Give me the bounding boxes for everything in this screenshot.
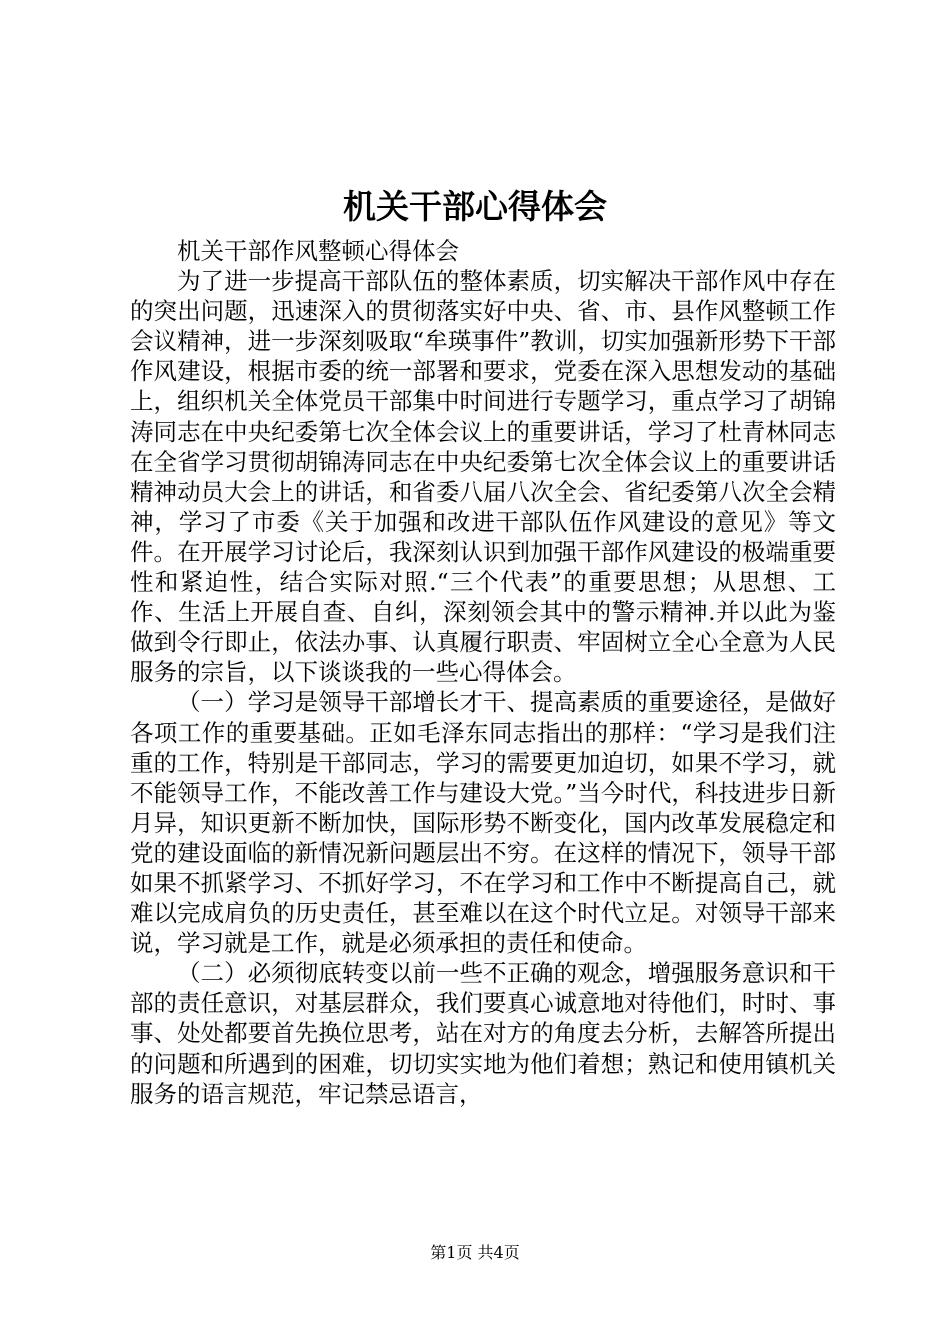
subtitle-paragraph: 机关干部作风整顿心得体会 xyxy=(177,237,459,265)
page-number-footer: 第1页 共4页 xyxy=(430,1243,520,1262)
intro-paragraph: 为了进一步提高干部队伍的整体素质，切实解决干部作风中存在的突出问题，迅速深入的贯彻落实好中央、省、市、县作风整顿工作会议精神，进一步深刻吸取“牟瑛事件”教训，切实加强新形势下干部作风建设，根据市委的统一部署和要求，党委在深入思想发动的基础上，组织机关全体党员干部集中时间进行专题学习，重点学习了胡锦涛同志在中央纪委第七次全体会议上的重要讲话，学习了杜青林同志在全省学习贯彻胡锦涛同志在中央纪委第七次全体会议上的重要讲话精神动员大会上的讲话，和省委八届八次全会、省纪委第八次全会精神，学习了市委《关于加强和改进干部队伍作风建设的意见》等文件。在开展学习讨论后，我深刻认识到加强干部作风建设的极端重要性和紧迫性，结合实际对照.“三个代表”的重要思想；从思想、工作、生活上开展自查、自纠，深刻领会其中的警示精神.并以此为鉴做到令行即止，依法办事、认真履行职责、牢固树立全心全意为人民服务的宗旨，以下谈谈我的一些心得体会。 xyxy=(130,267,836,687)
section-two-paragraph: （二）必须彻底转变以前一些不正确的观念，增强服务意识和干部的责任意识，对基层群众，我们要真心诚意地对待他们，时时、事事、处处都要首先换位思考，站在对方的角度去分析，去解答所提出的问题和所遇到的困难，切切实实地为他们着想；熟记和使用镇机关服务的语言规范，牢记禁忌语言， xyxy=(130,959,836,1108)
document-title: 机关干部心得体会 xyxy=(343,187,607,226)
section-one-paragraph: （一）学习是领导干部增长才干、提高素质的重要途径，是做好各项工作的重要基础。正如毛泽东同志指出的那样：“学习是我们注重的工作，特别是干部同志，学习的需要更加迫切，如果不学习，就不能领导工作，不能改善工作与建设大党。”当今时代，科技进步日新月异，知识更新不断加快，国际形势不断变化，国内改革发展稳定和党的建设面临的新情况新问题层出不穷。在这样的情况下，领导干部如果不抓紧学习、不抓好学习，不在学习和工作中不断提高自己，就难以完成肩负的历史责任，甚至难以在这个时代立足。对领导干部来说，学习就是工作，就是必须承担的责任和使命。 xyxy=(130,688,836,958)
document-body xyxy=(130,236,836,1109)
